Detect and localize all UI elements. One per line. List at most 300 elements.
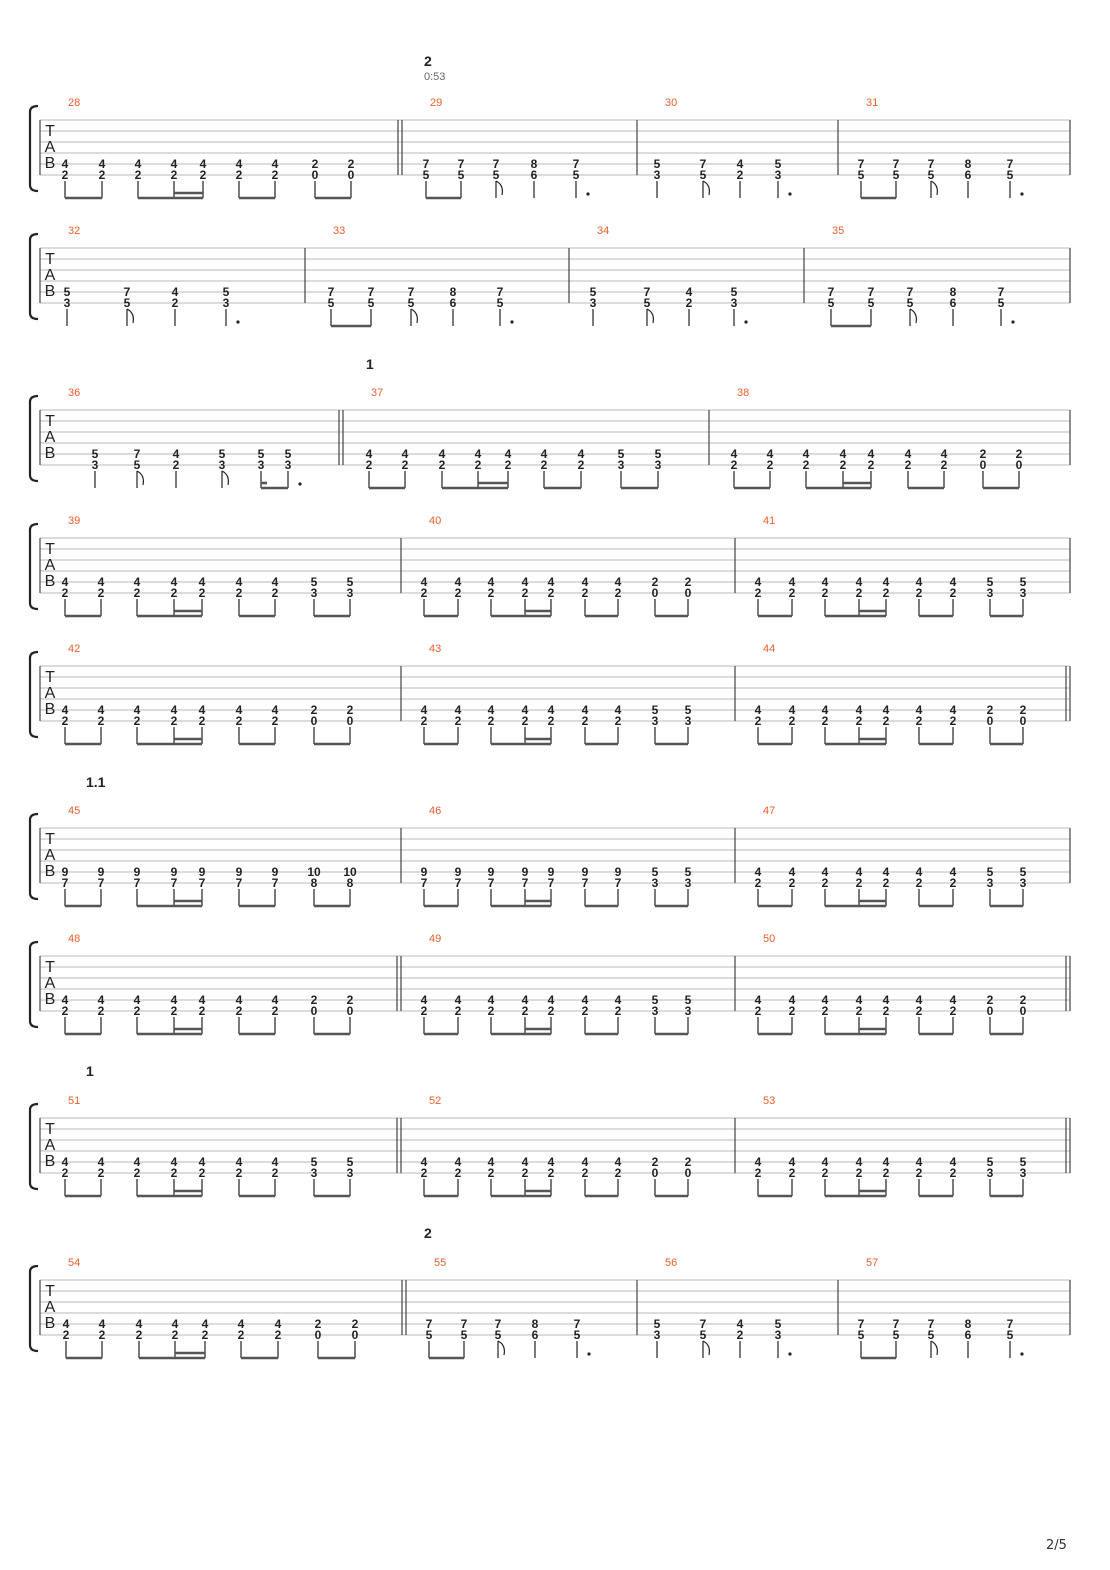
section-marker: 2: [424, 1225, 432, 1241]
fret-number: 4: [581, 703, 589, 717]
fret-number: 8: [346, 876, 354, 890]
fret-number: 4: [839, 447, 847, 461]
fret-number: 2: [198, 714, 206, 728]
fret-number: 5: [573, 1328, 581, 1342]
tab-note: [582, 865, 589, 890]
fret-number: 8: [531, 1317, 539, 1331]
fret-number: 2: [271, 1004, 279, 1018]
tab-note: [172, 1317, 179, 1342]
fret-number: 2: [986, 703, 994, 717]
fret-number: 2: [170, 168, 178, 182]
tab-note: [548, 575, 555, 600]
fret-number: 4: [736, 1317, 744, 1331]
fret-number: 5: [857, 1328, 865, 1342]
fret-number: 6: [531, 1328, 539, 1342]
fret-number: 4: [133, 703, 141, 717]
measure-number: 42: [68, 643, 81, 655]
fret-number: 4: [199, 157, 207, 171]
tab-note: [928, 157, 935, 182]
fret-number: 2: [547, 714, 555, 728]
fret-number: 4: [521, 993, 529, 1007]
fret-number: 3: [774, 168, 782, 182]
fret-number: 4: [171, 285, 179, 299]
fret-number: 4: [61, 1155, 69, 1169]
fret-number: 2: [1019, 703, 1027, 717]
fret-number: 2: [454, 586, 462, 600]
fret-number: 2: [235, 1166, 243, 1180]
tab-note: [548, 1155, 555, 1180]
fret-number: 2: [577, 458, 585, 472]
tab-note: [789, 993, 796, 1018]
fret-number: 4: [547, 993, 555, 1007]
tab-note: [652, 865, 659, 890]
fret-number: 5: [346, 575, 354, 589]
fret-number: 2: [420, 714, 428, 728]
fret-number: 2: [170, 714, 178, 728]
tab-clef-letter: T: [45, 1121, 55, 1138]
fret-number: 2: [651, 575, 659, 589]
flag: [127, 309, 133, 323]
tab-note: [685, 703, 692, 728]
fret-number: 4: [577, 447, 585, 461]
tab-note: [92, 447, 99, 472]
fret-number: 5: [986, 575, 994, 589]
fret-number: 4: [788, 1155, 796, 1169]
tab-note: [495, 1317, 502, 1342]
fret-number: 2: [133, 1166, 141, 1180]
fret-number: 5: [684, 993, 692, 1007]
fret-number: 2: [170, 1004, 178, 1018]
fret-number: 7: [422, 157, 430, 171]
fret-number: 4: [754, 575, 762, 589]
fret-number: 4: [915, 575, 923, 589]
fret-number: 3: [684, 1004, 692, 1018]
fret-number: 7: [123, 285, 131, 299]
fret-number: 7: [827, 285, 835, 299]
tab-note: [856, 575, 863, 600]
fret-number: 2: [867, 458, 875, 472]
tab-note: [905, 447, 912, 472]
fret-number: 5: [774, 157, 782, 171]
tab-note: [987, 993, 994, 1018]
staff-system: [30, 774, 1070, 906]
fret-number: 7: [892, 157, 900, 171]
tab-note: [858, 157, 865, 182]
fret-number: 4: [487, 575, 495, 589]
tab-clef-letter: B: [44, 991, 56, 1008]
measure-number: 33: [333, 225, 346, 237]
tab-note: [236, 865, 243, 890]
fret-number: 3: [654, 458, 662, 472]
dot: [586, 192, 589, 195]
measure: [328, 225, 514, 326]
tab-clef-letter: T: [45, 251, 55, 268]
tab-clef-letter: T: [45, 959, 55, 976]
fret-number: 5: [654, 447, 662, 461]
fret-number: 2: [949, 1004, 957, 1018]
fret-number: 9: [547, 865, 555, 879]
tab-note: [685, 575, 692, 600]
measure: [858, 1257, 1024, 1358]
fret-number: 2: [271, 168, 279, 182]
tab-note: [582, 575, 589, 600]
fret-number: 8: [949, 285, 957, 299]
fret-number: 2: [821, 714, 829, 728]
fret-number: 5: [827, 296, 835, 310]
flag: [931, 181, 937, 195]
fret-number: 2: [540, 458, 548, 472]
tab-note: [421, 993, 428, 1018]
tab-note: [223, 285, 230, 310]
tab-note: [578, 447, 585, 472]
fret-number: 4: [62, 1317, 70, 1331]
fret-number: 4: [882, 575, 890, 589]
fret-number: 4: [97, 993, 105, 1007]
fret-number: 4: [454, 1155, 462, 1169]
fret-number: 4: [855, 703, 863, 717]
fret-number: 5: [1019, 1155, 1027, 1169]
flag: [931, 1341, 937, 1355]
measure: [421, 1095, 692, 1196]
measure: [62, 933, 354, 1034]
tab-note: [63, 1317, 70, 1342]
measure: [731, 387, 1023, 488]
fret-number: 2: [487, 1004, 495, 1018]
fret-number: 8: [530, 157, 538, 171]
tab-note: [311, 993, 318, 1018]
measure-number: 40: [429, 515, 442, 527]
tab-note: [421, 575, 428, 600]
fret-number: 4: [61, 703, 69, 717]
fret-number: 3: [651, 876, 659, 890]
fret-number: 4: [97, 575, 105, 589]
fret-number: 2: [351, 1317, 359, 1331]
staff-system: [30, 1063, 1070, 1196]
system-bracket: [30, 942, 38, 1027]
measure: [755, 933, 1027, 1034]
measure: [590, 225, 748, 326]
fret-number: 0: [314, 1328, 322, 1342]
tab-note: [755, 703, 762, 728]
fret-number: 5: [699, 1328, 707, 1342]
measure-number: 36: [68, 387, 81, 399]
flag: [137, 471, 143, 485]
fret-number: 4: [474, 447, 482, 461]
fret-number: 2: [235, 586, 243, 600]
fret-number: 4: [882, 865, 890, 879]
tab-note: [199, 575, 206, 600]
staff-system: [30, 1225, 1070, 1358]
fret-number: 4: [235, 703, 243, 717]
tab-note: [522, 1155, 529, 1180]
fret-number: 2: [651, 1155, 659, 1169]
tab-note: [311, 575, 318, 600]
tab-note: [737, 1317, 744, 1342]
measure: [62, 515, 354, 616]
measure-number: 31: [866, 97, 879, 109]
fret-number: 2: [521, 714, 529, 728]
tab-note: [172, 285, 179, 310]
fret-number: 2: [170, 1166, 178, 1180]
tab-note: [450, 285, 457, 310]
fret-number: 4: [61, 157, 69, 171]
tab-note: [590, 285, 597, 310]
tab-note: [493, 157, 500, 182]
measure-number: 54: [68, 1257, 81, 1269]
fret-number: 5: [684, 703, 692, 717]
fret-number: 4: [754, 993, 762, 1007]
fret-number: 2: [311, 157, 319, 171]
fret-number: 4: [581, 575, 589, 589]
fret-number: 4: [271, 1155, 279, 1169]
fret-number: 2: [915, 1004, 923, 1018]
fret-number: 7: [61, 876, 69, 890]
tab-note: [200, 157, 207, 182]
tab-note: [916, 993, 923, 1018]
fret-number: 5: [494, 1328, 502, 1342]
fret-number: 5: [617, 447, 625, 461]
fret-number: 4: [821, 575, 829, 589]
fret-number: 7: [1006, 1317, 1014, 1331]
tab-note: [62, 157, 69, 182]
tab-note: [135, 157, 142, 182]
fret-number: 7: [867, 285, 875, 299]
tab-note: [685, 865, 692, 890]
tab-note: [828, 285, 835, 310]
tab-note: [775, 1317, 782, 1342]
measure-number: 43: [429, 643, 442, 655]
staff-system: [30, 933, 1070, 1034]
fret-number: 5: [422, 168, 430, 182]
fret-number: 0: [979, 458, 987, 472]
flag: [703, 181, 709, 195]
tab-note: [199, 703, 206, 728]
tab-note: [455, 575, 462, 600]
fret-number: 3: [651, 714, 659, 728]
fret-number: 7: [271, 876, 279, 890]
fret-number: 9: [487, 865, 495, 879]
fret-number: 4: [454, 703, 462, 717]
fret-number: 9: [97, 865, 105, 879]
fret-number: 4: [855, 1155, 863, 1169]
fret-number: 2: [235, 714, 243, 728]
fret-number: 2: [979, 447, 987, 461]
fret-number: 4: [685, 285, 693, 299]
fret-number: 2: [135, 1328, 143, 1342]
fret-number: 4: [171, 1317, 179, 1331]
measure: [828, 225, 1015, 326]
fret-number: 4: [235, 993, 243, 1007]
tab-note: [700, 1317, 707, 1342]
fret-number: 2: [949, 586, 957, 600]
measure-number: 45: [68, 805, 81, 817]
fret-number: 5: [222, 285, 230, 299]
fret-number: 5: [572, 168, 580, 182]
measure-number: 52: [429, 1095, 442, 1107]
fret-number: 5: [133, 458, 141, 472]
fret-number: 3: [284, 458, 292, 472]
fret-number: 5: [589, 285, 597, 299]
flag: [910, 309, 916, 323]
fret-number: 2: [904, 458, 912, 472]
fret-number: 2: [521, 1166, 529, 1180]
fret-number: 2: [614, 714, 622, 728]
tab-note: [652, 1155, 659, 1180]
fret-number: 4: [61, 993, 69, 1007]
fret-number: 4: [754, 703, 762, 717]
fret-number: 5: [651, 865, 659, 879]
fret-number: 2: [420, 1004, 428, 1018]
fret-number: 0: [684, 586, 692, 600]
tab-note: [98, 1155, 105, 1180]
fret-number: 2: [487, 586, 495, 600]
fret-number: 2: [882, 1004, 890, 1018]
fret-number: 4: [855, 575, 863, 589]
tab-note: [219, 447, 226, 472]
fret-number: 4: [271, 575, 279, 589]
fret-number: 7: [1006, 157, 1014, 171]
fret-number: 4: [454, 575, 462, 589]
flag: [222, 471, 228, 485]
measure-number: 30: [665, 97, 678, 109]
tab-note: [883, 703, 890, 728]
fret-number: 4: [547, 575, 555, 589]
fret-number: 4: [736, 157, 744, 171]
measure-number: 34: [597, 225, 610, 237]
fret-number: 2: [97, 1004, 105, 1018]
fret-number: 2: [882, 876, 890, 890]
tab-note: [1020, 703, 1027, 728]
fret-number: 4: [420, 1155, 428, 1169]
fret-number: 2: [839, 458, 847, 472]
measure: [421, 933, 692, 1034]
fret-number: 4: [754, 865, 762, 879]
flag: [647, 309, 653, 323]
fret-number: 7: [643, 285, 651, 299]
tab-note: [99, 157, 106, 182]
fret-number: 7: [367, 285, 375, 299]
tab-clef-letter: T: [45, 1283, 55, 1300]
fret-number: 4: [98, 157, 106, 171]
fret-number: 5: [496, 296, 504, 310]
tab-note: [803, 447, 810, 472]
fret-number: 2: [474, 458, 482, 472]
system-bracket: [30, 106, 38, 191]
tab-note: [171, 703, 178, 728]
fret-number: 2: [581, 1004, 589, 1018]
fret-number: 4: [521, 575, 529, 589]
tab-note: [312, 157, 319, 182]
tab-note: [366, 447, 373, 472]
tab-note: [883, 1155, 890, 1180]
tab-note: [950, 285, 957, 310]
fret-number: 4: [788, 865, 796, 879]
fret-number: 8: [964, 1317, 972, 1331]
tab-note: [1007, 157, 1014, 182]
tab-note: [272, 1155, 279, 1180]
tab-clef-letter: A: [44, 685, 56, 702]
tab-note: [347, 1155, 354, 1180]
flag: [703, 1341, 709, 1355]
fret-number: 2: [684, 575, 692, 589]
fret-number: 5: [927, 1328, 935, 1342]
fret-number: 0: [684, 1166, 692, 1180]
fret-number: 7: [892, 1317, 900, 1331]
fret-number: 5: [492, 168, 500, 182]
fret-number: 4: [949, 865, 957, 879]
tab-note: [488, 703, 495, 728]
fret-number: 2: [314, 1317, 322, 1331]
fret-number: 2: [133, 1004, 141, 1018]
flag: [411, 309, 417, 323]
fret-number: 0: [1019, 1004, 1027, 1018]
fret-number: 4: [855, 865, 863, 879]
fret-number: 2: [684, 1155, 692, 1169]
fret-number: 2: [97, 586, 105, 600]
fret-number: 2: [504, 458, 512, 472]
fret-number: 2: [788, 876, 796, 890]
fret-number: 4: [97, 1155, 105, 1169]
fret-number: 5: [460, 1328, 468, 1342]
tab-note: [950, 703, 957, 728]
tab-note: [789, 865, 796, 890]
tab-note: [199, 1155, 206, 1180]
fret-number: 0: [351, 1328, 359, 1342]
tab-note: [907, 285, 914, 310]
tab-note: [272, 575, 279, 600]
fret-number: 2: [915, 586, 923, 600]
fret-number: 2: [736, 1328, 744, 1342]
fret-number: 4: [170, 993, 178, 1007]
fret-number: 2: [61, 586, 69, 600]
section-marker: 1.1: [86, 774, 106, 790]
system-bracket: [30, 234, 38, 319]
tab-note: [343, 865, 357, 890]
tab-note: [98, 703, 105, 728]
tab-note: [856, 1155, 863, 1180]
tab-note: [134, 575, 141, 600]
fret-number: 2: [271, 714, 279, 728]
dot: [1020, 192, 1023, 195]
fret-number: 0: [986, 714, 994, 728]
fret-number: 2: [97, 1166, 105, 1180]
fret-number: 0: [347, 168, 355, 182]
fret-number: 4: [730, 447, 738, 461]
fret-number: 2: [133, 586, 141, 600]
tab-note: [822, 575, 829, 600]
fret-number: 2: [855, 1166, 863, 1180]
fret-number: 2: [170, 586, 178, 600]
fret-number: 3: [684, 876, 692, 890]
tab-note: [980, 447, 987, 472]
fret-number: 4: [133, 1155, 141, 1169]
fret-number: 4: [201, 1317, 209, 1331]
tab-note: [236, 575, 243, 600]
fret-number: 4: [581, 1155, 589, 1169]
fret-number: 2: [235, 1004, 243, 1018]
fret-number: 2: [454, 1166, 462, 1180]
tab-note: [199, 865, 206, 890]
tab-note: [171, 993, 178, 1018]
section-marker: 2: [424, 53, 432, 69]
measure-number: 56: [665, 1257, 678, 1269]
tab-note: [347, 703, 354, 728]
fret-number: 4: [614, 993, 622, 1007]
fret-number: 7: [927, 1317, 935, 1331]
tab-note: [421, 703, 428, 728]
tab-note: [950, 575, 957, 600]
fret-number: 5: [346, 1155, 354, 1169]
